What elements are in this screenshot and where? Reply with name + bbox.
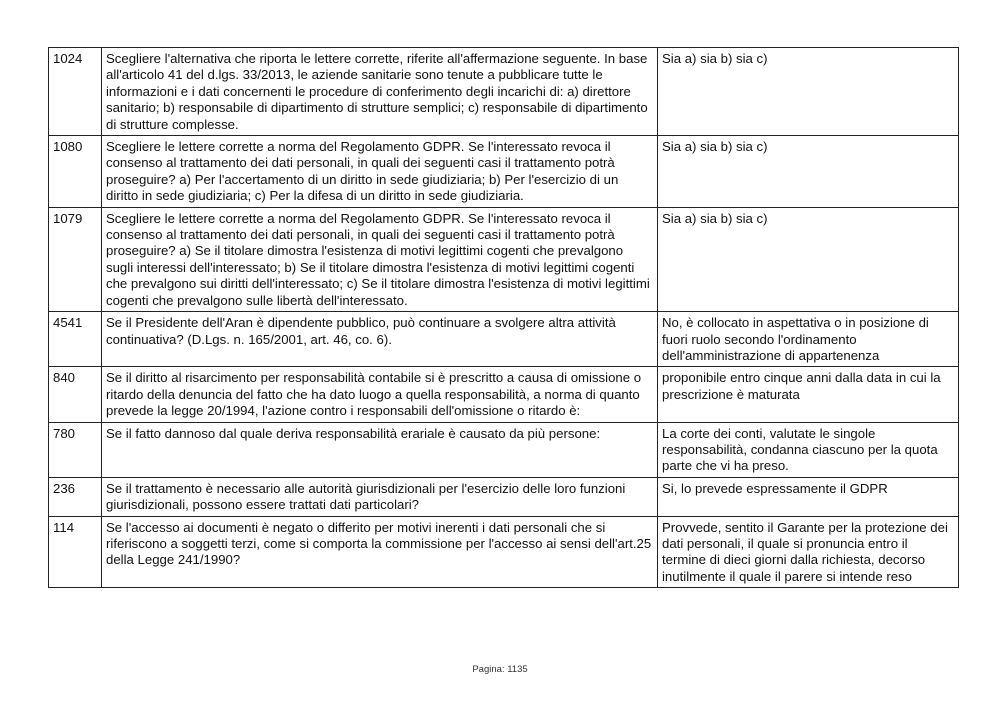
question-text: Scegliere le lettere corrette a norma del Regolamento GDPR. Se l'interessato revoca il consenso al trattamento dei dati personali, in quali dei seguenti casi il trattamento potrà proseguire? a) Se il titolare dimostra l'esistenza di motivi legittimi cogenti che prevalgono sugli interessi dell'interessato; b) Se il titolare dimostra l'esistenza di motivi legittimi cogenti che prevalgono sui diritti dell'interessato; c) Se il titolare dimostra l'esistenza di motivi legittimi cogenti che prevalgono sulle libertà dell'interessato. [102,207,658,311]
answer-text: Sia a) sia b) sia c) [658,207,959,311]
question-id: 1079 [49,207,102,311]
table-row [49,312,959,367]
answer-text: No, è collocato in aspettativa o in posizione di fuori ruolo secondo l'ordinamento dell'amministrazione di appartenenza [658,312,959,367]
question-id: 780 [49,422,102,477]
question-text: Se l'accesso ai documenti è negato o differito per motivi inerenti i dati personali che si riferiscono a soggetti terzi, come si comporta la commissione per l'accesso ai sensi dell'art.25 della Legge 241/1990? [102,516,658,588]
answer-text: Sia a) sia b) sia c) [658,136,959,208]
answer-text: Si, lo prevede espressamente il GDPR [658,477,959,516]
question-text: Se il fatto dannoso dal quale deriva responsabilità erariale è causato da più persone: [102,422,658,477]
table-row [49,207,959,311]
question-text: Se il diritto al risarcimento per responsabilità contabile si è prescritto a causa di omissione o ritardo della denuncia del fatto che ha dato luogo a quella responsabilità, a norma di quanto prevede la legge 20/1994, l'azione contro i responsabili dell'omissione o ritardo è: [102,367,658,422]
answer-text: Sia a) sia b) sia c) [658,48,959,136]
table-row [49,422,959,477]
answer-text: La corte dei conti, valutate le singole responsabilità, condanna ciascuno per la quota parte che vi ha preso. [658,422,959,477]
question-id: 1080 [49,136,102,208]
question-text: Se il Presidente dell'Aran è dipendente pubblico, può continuare a svolgere altra attività continuativa? (D.Lgs. n. 165/2001, art. 46, co. 6). [102,312,658,367]
questions-table [48,47,959,588]
question-id: 840 [49,367,102,422]
question-text: Scegliere l'alternativa che riporta le lettere corrette, riferite all'affermazione seguente. In base all'articolo 41 del d.lgs. 33/2013, le aziende sanitarie sono tenute a pubblicare tutte le informazioni e i dati concernenti le procedure di conferimento degli incarichi di: a) direttore sanitario; b) responsabile di dipartimento di strutture semplici; c) responsabile di dipartimento di strutture complesse. [102,48,658,136]
question-id: 236 [49,477,102,516]
table-row [49,367,959,422]
table-row [49,477,959,516]
question-id: 4541 [49,312,102,367]
question-id: 1024 [49,48,102,136]
table-row [49,516,959,588]
page-number: Pagina: 1135 [472,664,528,675]
question-text: Scegliere le lettere corrette a norma del Regolamento GDPR. Se l'interessato revoca il consenso al trattamento dei dati personali, in quali dei seguenti casi il trattamento potrà proseguire? a) Per l'accertamento di un diritto in sede giudiziaria; b) Per l'esercizio di un diritto in sede giudiziaria; c) Per la difesa di un diritto in sede giudiziaria. [102,136,658,208]
question-id: 114 [49,516,102,588]
answer-text: proponibile entro cinque anni dalla data in cui la prescrizione è maturata [658,367,959,422]
table-row [49,48,959,136]
table-row [49,136,959,208]
question-text: Se il trattamento è necessario alle autorità giurisdizionali per l'esercizio delle loro funzioni giurisdizionali, possono essere trattati dati particolari? [102,477,658,516]
answer-text: Provvede, sentito il Garante per la protezione dei dati personali, il quale si pronuncia entro il termine di dieci giorni dalla richiesta, decorso inutilmente il quale il parere si intende reso [658,516,959,588]
